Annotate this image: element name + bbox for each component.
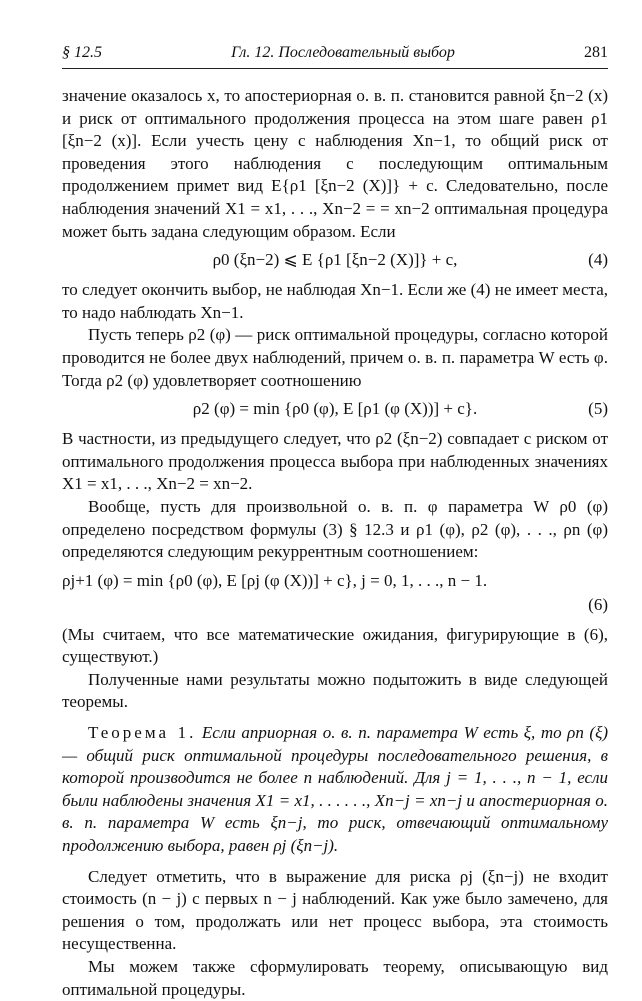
equation-6-body: ρj+1 (φ) = min {ρ0 (φ), E [ρj (φ (X))] + c}, j = 0, 1, . . ., n − 1. (62, 570, 488, 590)
paragraph-4: В частности, из предыдущего следует, что ρ2 (ξn−2) совпадает с риском от оптимального продолжения процесса выбора при наблюденных значениях X1 = x1, . . ., Xn−2 = xn−2. (62, 429, 608, 494)
paragraph-1: значение оказалось x, то апостериорная о. в. п. становится равной ξn−2 (x) и риск от оптимального продолжения процесса на этом шаге равен ρ1 [ξn−2 (x)]. Если учесть цену c наблюдения Xn−1, то общий риск от проведения этого наблюдения с последующим оптимальным продолжением примет вид E{ρ1 [ξn−2 (X)]} + c. Следовательно, после наблюдения значений X1 = x1, . . ., Xn−2 = = xn−2 оптимальная процедура может быть задана следующим образом. Если (62, 86, 608, 241)
theorem-1 (62, 722, 608, 858)
running-head (62, 44, 608, 69)
equation-4-number: (4) (588, 250, 608, 270)
paragraph-9: Мы можем также сформулировать теорему, описывающую вид оптимальной процедуры. (62, 957, 608, 999)
paragraph-6: (Мы считаем, что все математические ожидания, фигурирующие в (6), существуют.) (62, 624, 608, 667)
paragraph-8: Следует отметить, что в выражение для риска ρj (ξn−j) не входит стоимость (n − j) c первых n − j наблюдений. Как уже было замечено, для решения о том, продолжать или нет процесс выбора, эта стоимость несущественна. (62, 866, 608, 954)
paragraph-3: Пусть теперь ρ2 (φ) — риск оптимальной процедуры, согласно которой проводится не более двух наблюдений, причем о. в. п. параметра W есть φ. Тогда ρ2 (φ) удовлетворяет соотношению (62, 325, 608, 390)
equation-6-number: (6) (588, 594, 608, 614)
paragraph-7: Полученные нами результаты можно подытожить в виде следующей теоремы. (62, 669, 608, 712)
section-number: § 12.5 (62, 44, 102, 61)
paragraph-5: Вообще, пусть для произвольной о. в. п. φ параметра W ρ0 (φ) определено посредством формулы (3) § 12.3 и ρ1 (φ), ρ2 (φ), . . ., ρn (φ) определяются следующим рекуррентным соотношением: (62, 496, 608, 562)
page-number: 281 (583, 44, 608, 61)
equation-5-number: (5) (588, 399, 608, 419)
equation-5-body: ρ2 (φ) = min {ρ0 (φ), E [ρ1 (φ (X))] + c}. (192, 399, 478, 419)
paragraph-2: то следует окончить выбор, не наблюдая Xn−1. Если же (4) не имеет места, то надо наблюдать Xn−1. (62, 280, 608, 322)
theorem-label: Теорема 1. (88, 723, 197, 743)
theorem-statement: Если априорная о. в. п. параметра W есть ξ, то ρn (ξ) — общий риск оптимальной процедуры последовательного решения, в которой производится не более n наблюдений. Для j = 1, . . ., n − 1, если были наблюдены значения X1 = x1, . . . . . ., Xn−j = xn−j и апостериорная о. в. п. параметра W есть ξn−j, то риск, отвечающий оптимальному продолжению выбора, равен ρj (ξn−j). (62, 723, 609, 856)
equation-4 (62, 248, 608, 272)
equation-4-body: ρ0 (ξn−2) ⩽ E {ρ1 [ξn−2 (X)]} + c, (212, 250, 458, 270)
chapter-title: Гл. 12. Последовательный выбор (231, 44, 455, 61)
equation-6 (62, 569, 608, 617)
equation-5 (62, 397, 608, 421)
